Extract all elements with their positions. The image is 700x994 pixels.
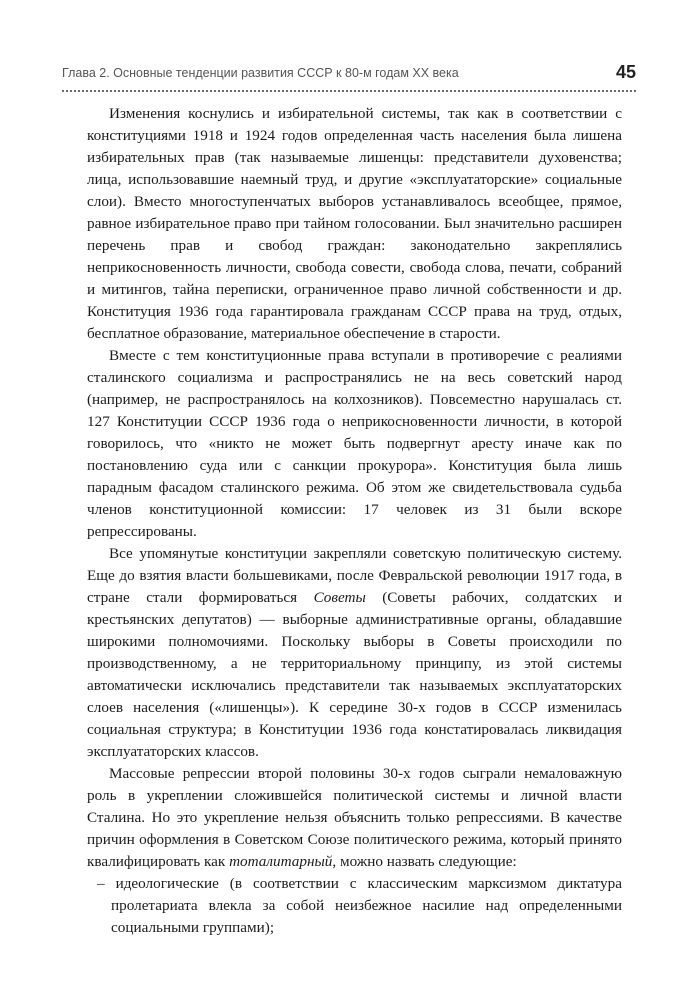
emphasis-term: тоталитарный <box>229 853 333 870</box>
paragraph-constitutional-rights <box>87 345 622 543</box>
paragraph-text: Вместе с тем конституционные права вступали в противоречие с реалиями сталинского социализма и распространялись не на весь советский народ (например, не распространялось на колхозников). Повсеместно нарушалась ст. 127 Конституции СССР 1936 года о неприкосновенности личности, в которой говорилось, что «никто не может быть подвергнут аресту иначе как по постановлению суда или с санкции прокурора». Конституция была лишь парадным фасадом сталинского режима. Об этом же свидетельствовала судьба членов конституционной комиссии: 17 человек из 31 были вскоре репрессированы. <box>87 347 622 540</box>
paragraph-soviet-system <box>87 543 622 763</box>
paragraph-text-before: Все упомянутые конституции закрепляли советскую политическую систему. Еще до взятия власти большевиками, после Февральской революции 1917 года, в стране стали формироваться <box>87 545 622 606</box>
chapter-title: Глава 2. Основные тенденции развития СССР к 80-м годам XX века <box>62 66 459 80</box>
running-header <box>62 62 636 88</box>
paragraph-mass-repressions <box>87 763 622 873</box>
paragraph-electoral-system <box>87 103 622 345</box>
paragraph-text-after: , можно назвать следующие: <box>332 853 517 870</box>
header-divider <box>62 90 636 92</box>
body-text <box>87 103 622 939</box>
page-number: 45 <box>615 62 636 82</box>
paragraph-text-before: Массовые репрессии второй половины 30-х годов сыграли немаловажную роль в укреплении сложившейся политической системы и личной власти Сталина. Но это укрепление нельзя объяснить только репрессиями. В качестве причин оформления в Советском Союзе политического режима, который принято квалифицировать как <box>87 765 622 870</box>
list-item: – идеологические (в соответствии с классическим марксизмом диктатура пролетариата влекла за собой неизбежное насилие над определенными социальными группами); <box>97 875 622 936</box>
emphasis-term: Советы <box>313 589 366 606</box>
paragraph-text-after: (Советы рабочих, солдатских и крестьянских депутатов) — выборные административные органы, обладавшие широкими полномочиями. Поскольку выборы в Советы происходили по производственному, а не территориальному принципу, из этой системы автоматически исключались представители так называемых эксплуататорских слоев населения («лишенцы»). К середине 30-х годов в СССР изменилась социальная структура; в Конституции 1936 года констатировалась ликвидация эксплуататорских классов. <box>87 589 622 760</box>
paragraph-text: Изменения коснулись и избирательной системы, так как в соответствии с конституциями 1918 и 1924 годов определенная часть населения была лишена избирательных прав (так называемые лишенцы: представители духовенства; лица, использовавшие наемный труд, и другие «эксплуататорские» социальные слои). Вместо многоступенчатых выборов устанавливалось всеобщее, прямое, равное избирательное право при тайном голосовании. Был значительно расширен перечень прав и свобод граждан: законодательно закреплялись неприкосновенность личности, свобода совести, свобода слова, печати, собраний и митингов, тайна переписки, ограниченное право личной собственности и др. Конституция 1936 года гарантировала гражданам СССР права на труд, отдых, бесплатное образование, материальное обеспечение в старости. <box>87 105 622 342</box>
